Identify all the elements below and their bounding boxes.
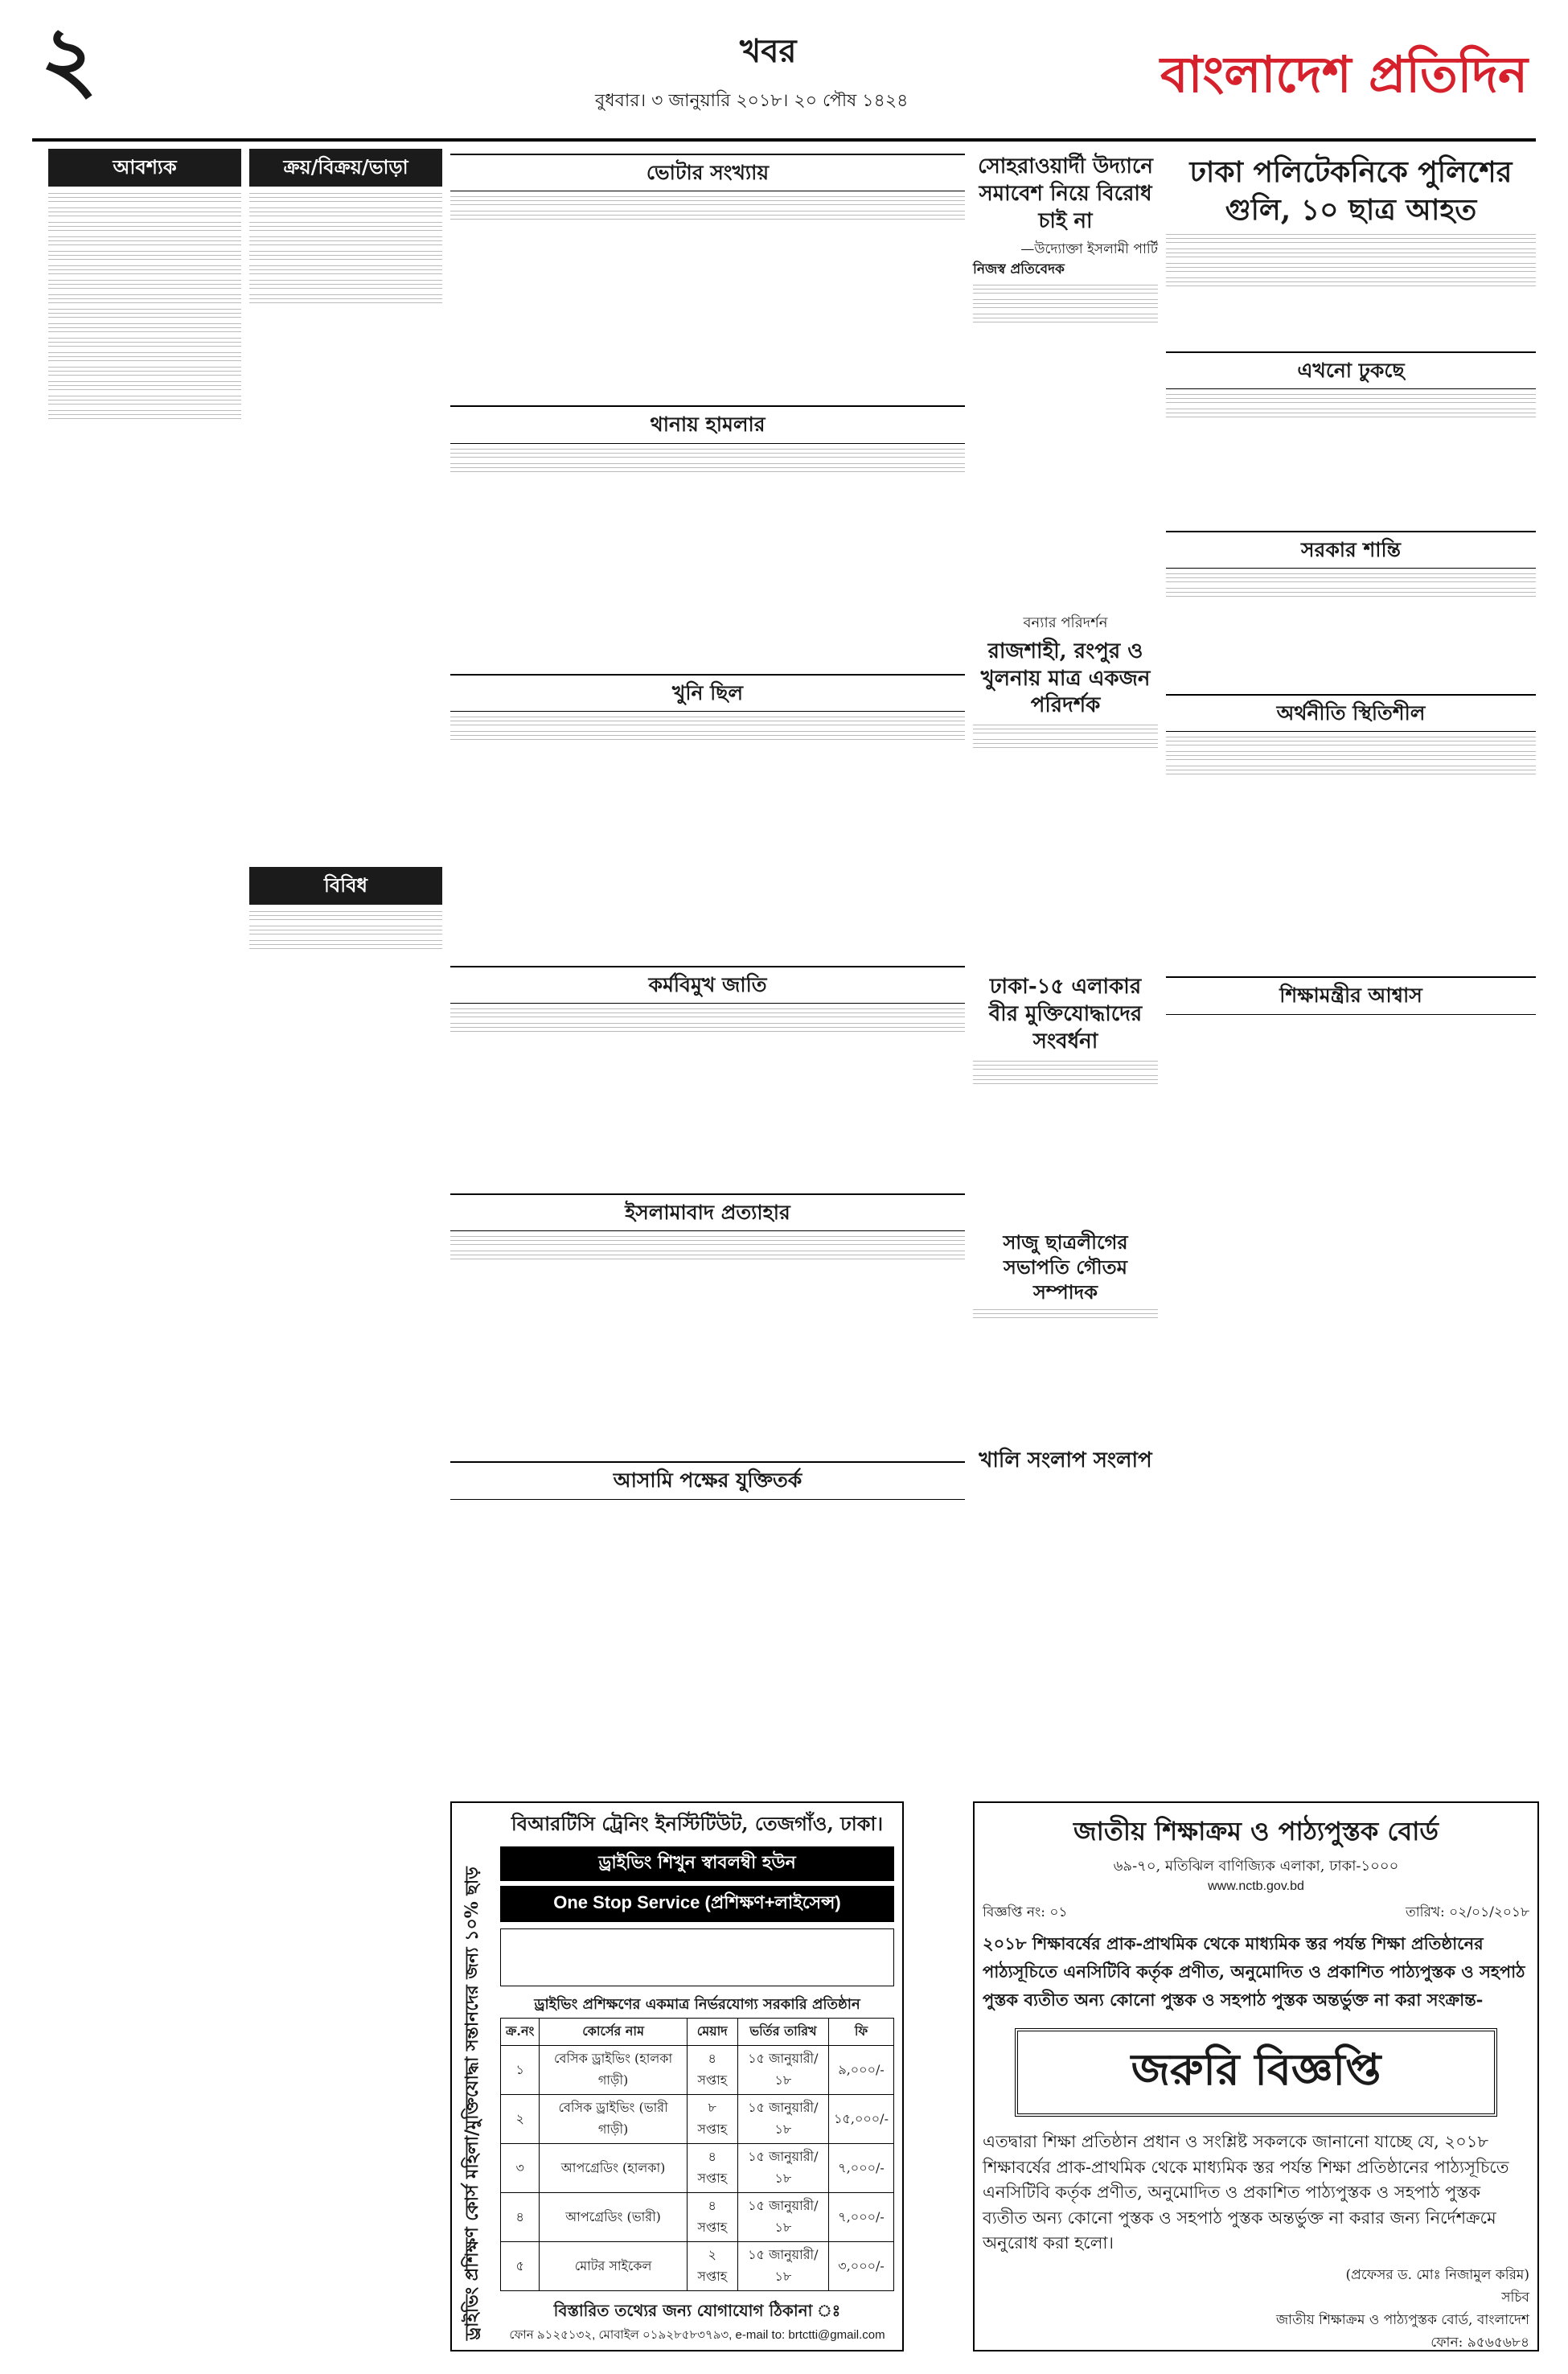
nctb-subject: ২০১৮ শিক্ষাবর্ষের প্রাক-প্রাথমিক থেকে মাধ্যমিক স্তর পর্যন্ত শিক্ষা প্রতিষ্ঠানের পাঠ্যসূচিতে এনসিটিবি কর্তৃক প্রণীত, অনুমোদিত ও প্রকাশিত পাঠ্যপুস্তক ও সহপাঠ পুস্তক ব্যতীত অন্য কোনো পুস্তক ও সহপাঠ পুস্তক অন্তর্ভুক্ত না করা সংক্রান্ত- xyxy=(983,1933,1525,2010)
course-table-cell: ৯,০০০/- xyxy=(829,2046,894,2095)
course-table-cell: ৩,০০০/- xyxy=(829,2242,894,2291)
headline-voter: ভোটার সংখ্যায় xyxy=(450,154,965,191)
course-table-cell: ৩ xyxy=(501,2144,540,2193)
course-table-heading: ফি xyxy=(829,2019,894,2046)
course-table-row xyxy=(501,2144,894,2193)
headline-dhaka15: ঢাকা-১৫ এলাকার বীর মুক্তিযোদ্ধাদের সংবর্ধনা xyxy=(988,975,1143,1054)
byline: নিজস্ব প্রতিবেদক xyxy=(973,261,1065,278)
course-table-cell: মোটর সাইকেল xyxy=(540,2242,687,2291)
headline-shikkha: শিক্ষামন্ত্রীর আশ্বাস xyxy=(1166,976,1536,1014)
course-table-cell: ৭,০০০/- xyxy=(829,2193,894,2242)
center-column xyxy=(450,149,965,1505)
brtc-subtitle: ড্রাইভিং শিখুন স্বাবলম্বী হউন xyxy=(500,1846,894,1881)
masthead-rule xyxy=(32,138,1536,142)
course-table-header xyxy=(501,2019,894,2046)
course-table-cell: ১৫ জানুয়ারী/১৮ xyxy=(737,2144,828,2193)
course-table-cell: ৪ সপ্তাহ xyxy=(687,2193,737,2242)
course-table-heading: ভর্তির তারিখ xyxy=(737,2019,828,2046)
course-table-heading: ক্র.নং xyxy=(501,2019,540,2046)
nctb-notice xyxy=(973,1801,1539,2351)
headline-porider: রাজশাহী, রংপুর ও খুলনায় মাত্র একজন পরিদর্শক xyxy=(980,639,1151,718)
course-table-heading: কোর্সের নাম xyxy=(540,2019,687,2046)
headline-ekhono: এখনো ঢুকছে xyxy=(1166,351,1536,389)
course-table-heading: মেয়াদ xyxy=(687,2019,737,2046)
column-3 xyxy=(973,149,1158,1480)
course-table-cell: ৪ সপ্তাহ xyxy=(687,2144,737,2193)
headline-khali: খালি সংলাপ সংলাপ xyxy=(979,1448,1152,1473)
course-table-cell: আপগ্রেডিং (হালকা) xyxy=(540,2144,687,2193)
course-table-cell: ৫ xyxy=(501,2242,540,2291)
sub-sohrawardi: —উদ্যোক্তা ইসলামী পার্টি xyxy=(1020,241,1158,258)
headline-kormo: কর্মবিমুখ জাতি xyxy=(450,966,965,1004)
course-table-cell: ২ সপ্তাহ xyxy=(687,2242,737,2291)
headline-sohrawardi: সোহরাওয়ার্দী উদ্যানে সমাবেশ নিয়ে বিরোধ চাই না xyxy=(978,154,1153,233)
classifieds-column xyxy=(48,149,241,425)
nctb-signer: (প্রফেসর ড. মোঃ নিজামুল করিম) xyxy=(1345,2266,1529,2283)
headline-sarkar: সরকার শান্তি xyxy=(1166,531,1536,569)
section-name: খবর xyxy=(740,32,797,70)
headline-asami: আসামি পক্ষের যুক্তিতর্ক xyxy=(450,1461,965,1499)
page-number: ২ xyxy=(40,6,98,110)
course-table-cell: ৮ সপ্তাহ xyxy=(687,2095,737,2144)
nctb-signer-org: জাতীয় শিক্ষাক্রম ও পাঠ্যপুস্তক বোর্ড, বাংলাদেশ xyxy=(1275,2311,1529,2328)
course-table-cell: ৭,০০০/- xyxy=(829,2144,894,2193)
headline-saju: সাজু ছাত্রলীগের সভাপতি গৌতম সম্পাদক xyxy=(1003,1230,1128,1304)
brand-logo: বাংলাদেশ প্রতিদিন xyxy=(1160,45,1528,104)
course-table-row xyxy=(501,2242,894,2291)
vehicle-illustration xyxy=(500,1928,894,1986)
nctb-address: ৬৯-৭০, মতিঝিল বাণিজ্যিক এলাকা, ঢাকা-১০০০ xyxy=(1113,1858,1399,1875)
classifieds-column-2 xyxy=(249,149,442,955)
nctb-notice-no: বিজ্ঞপ্তি নং: ০১ xyxy=(983,1904,1068,1920)
headline-polytechnic: ঢাকা পলিটেকনিকে পুলিশের গুলি, ১০ ছাত্র আহত xyxy=(1189,155,1513,227)
course-table-cell: ৪ xyxy=(501,2193,540,2242)
date-line: বুধবার। ৩ জানুয়ারি ২০১৮। ২০ পৌষ ১৪২৪ xyxy=(595,91,909,111)
course-table-cell: ১৫ জানুয়ারী/১৮ xyxy=(737,2193,828,2242)
classifieds-heading-3: বিবিধ xyxy=(249,867,442,905)
nctb-web: www.nctb.gov.bd xyxy=(1208,1879,1304,1893)
nctb-banner: জরুরি বিজ্ঞপ্তি xyxy=(1015,2028,1497,2117)
course-table-cell: ১৫ জানুয়ারী/১৮ xyxy=(737,2095,828,2144)
headline-thana: থানায় হামলার xyxy=(450,405,965,443)
course-table-cell: ১৫,০০০/- xyxy=(829,2095,894,2144)
masthead xyxy=(32,6,1536,135)
course-table-cell: ১৫ জানুয়ারী/১৮ xyxy=(737,2046,828,2095)
brtc-title: বিআরটিসি ট্রেনিং ইনস্টিটিউট, তেজগাঁও, ঢাকা। xyxy=(511,1812,884,1835)
course-table-row xyxy=(501,2193,894,2242)
classifieds-heading: আবশ্যক xyxy=(48,149,241,187)
brtc-vertical-text: ড্রাইভিং প্রশিক্ষণ কোর্স মহিলা/মুক্তিযোদ্ধা সন্তানদের জন্য ১০% ছাড় xyxy=(462,1867,482,2340)
nctb-date: তারিখ: ০২/০১/২০১৮ xyxy=(1405,1904,1529,1920)
headline-arthaniti: অর্থনীতি স্থিতিশীল xyxy=(1166,694,1536,732)
brtc-reliable: ড্রাইভিং প্রশিক্ষণের একমাত্র নির্ভরযোগ্য সরকারি প্রতিষ্ঠান xyxy=(534,1996,860,2013)
course-table-cell: ১ xyxy=(501,2046,540,2095)
brtc-one-stop: One Stop Service (প্রশিক্ষণ+লাইসেন্স) xyxy=(500,1886,894,1922)
nctb-signer-title: সচিব xyxy=(1501,2289,1529,2306)
course-table-cell: ২ xyxy=(501,2095,540,2144)
course-table-cell: ৪ সপ্তাহ xyxy=(687,2046,737,2095)
brtc-footer: বিস্তারিত তথ্যের জন্য যোগাযোগ ঠিকানা ঃ xyxy=(553,2301,841,2320)
course-table-cell: ১৫ জানুয়ারী/১৮ xyxy=(737,2242,828,2291)
course-table-cell: বেসিক ড্রাইভিং (হালকা গাড়ী) xyxy=(540,2046,687,2095)
nctb-body: এতদ্বারা শিক্ষা প্রতিষ্ঠান প্রধান ও সংশ্লিষ্ট সকলকে জানানো যাচ্ছে যে, ২০১৮ শিক্ষাবর্ষের প্রাক-প্রাথমিক থেকে মাধ্যমিক স্তর পর্যন্ত শিক্ষা প্রতিষ্ঠানের পাঠ্যসূচিতে এনসিটিবি কর্তৃক প্রণীত, অনুমোদিত ও প্রকাশিত পাঠ্যপুস্তক ও সহপাঠ পুস্তক ব্যতীত অন্য কোনো পুস্তক ও সহপাঠ পুস্তক অন্তর্ভুক্ত না করার জন্য নির্দেশক্রমে অনুরোধ করা হলো। xyxy=(983,2132,1509,2253)
brtc-ad xyxy=(450,1801,904,2351)
course-table-cell: আপগ্রেডিং (ভারী) xyxy=(540,2193,687,2242)
course-table-row xyxy=(501,2046,894,2095)
kicker-porider: বন্যার পরিদর্শন xyxy=(1023,614,1108,631)
right-column xyxy=(1166,149,1536,1020)
brtc-contact: ফোন ৯১২৫১৩২, মোবাইল ০১৯২৮৫৮৩৭৯৩, e-mail to: brtctti@gmail.com xyxy=(509,2328,885,2342)
nctb-phone: ফোন: ৯৫৬৫৬৮৪ xyxy=(1430,2334,1529,2351)
headline-khuni: খুনি ছিল xyxy=(450,674,965,712)
course-table-row xyxy=(501,2095,894,2144)
classifieds-heading-2: ক্রয়/বিক্রয়/ভাড়া xyxy=(249,149,442,187)
headline-islamabad: ইসলামাবাদ প্রত্যাহার xyxy=(450,1193,965,1231)
nctb-org: জাতীয় শিক্ষাক্রম ও পাঠ্যপুস্তক বোর্ড xyxy=(1073,1816,1439,1846)
course-table xyxy=(500,2018,894,2291)
course-table-cell: বেসিক ড্রাইভিং (ভারী গাড়ী) xyxy=(540,2095,687,2144)
